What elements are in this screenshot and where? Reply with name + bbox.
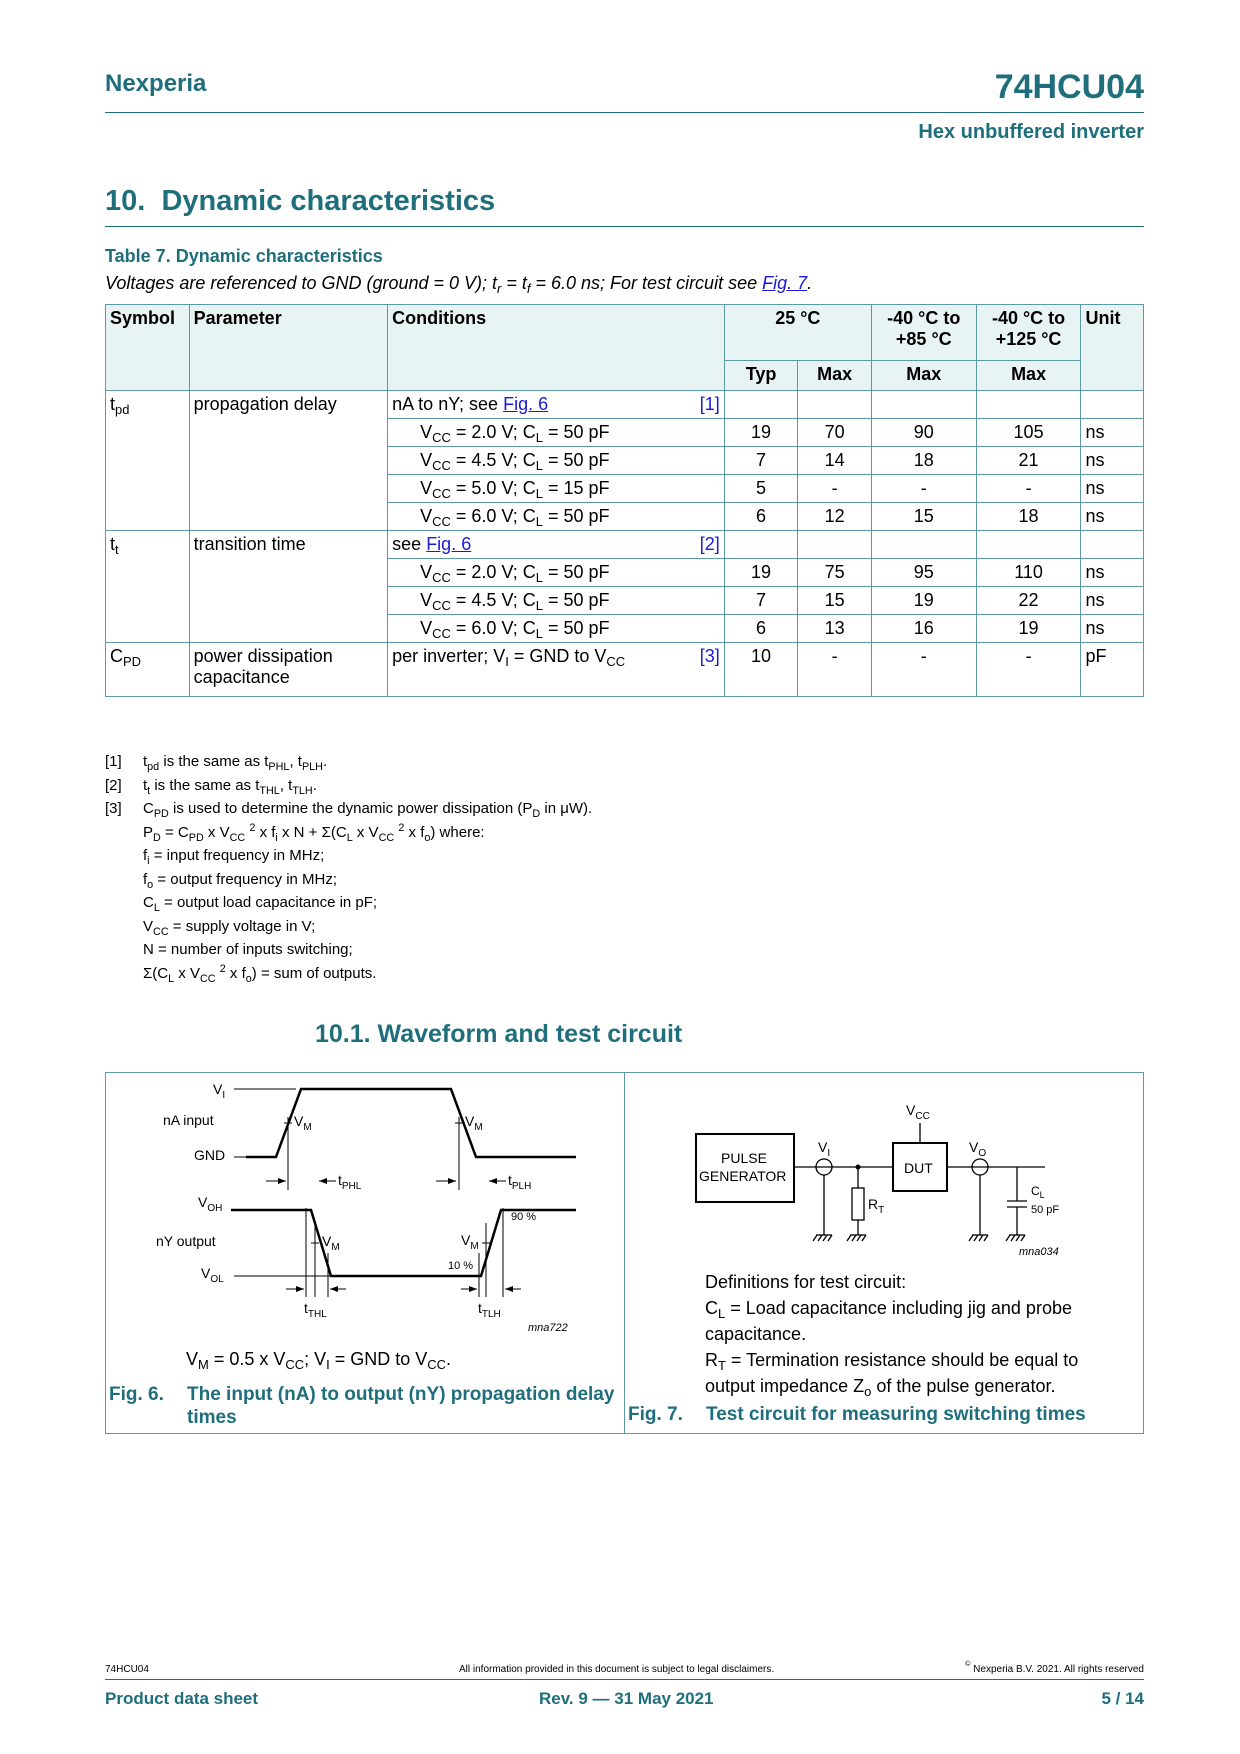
figure-code: mna722 <box>528 1322 568 1334</box>
note-phrase: in μW). <box>540 800 593 817</box>
cl-value: 50 <box>563 506 584 526</box>
condition-cell: $V_{CC} = 6.0$ V; $C_L = 50$ pF <box>388 615 725 643</box>
table-title: Table 7. Dynamic characteristics <box>105 246 383 266</box>
cpd-max25: - <box>798 643 872 697</box>
max85-cell: - <box>871 475 976 503</box>
vcc-value: 5.0 <box>471 478 497 498</box>
max125-cell: 18 <box>976 503 1081 531</box>
formula-def: = supply voltage in V; <box>172 917 316 935</box>
fig7-caption <box>628 1403 1086 1426</box>
label-vo: $V_O$ <box>969 1139 987 1159</box>
copyright-symbol: © <box>965 1659 971 1668</box>
col-conditions: Conditions <box>388 305 725 391</box>
vcc-value: 6.0 <box>471 618 497 638</box>
symbol-main: t <box>110 394 116 414</box>
cpd-max85: - <box>871 643 976 697</box>
parameter-cell: propagation delay <box>189 391 388 531</box>
def-part: C <box>705 1298 718 1318</box>
typ-cell: 6 <box>724 615 798 643</box>
vcc-value: 6.0 <box>471 506 497 526</box>
footer-doc-type: Product data sheet <box>105 1689 259 1708</box>
max125-cell: 110 <box>976 559 1081 587</box>
eq-part: ; V <box>304 1349 327 1369</box>
empty-cell <box>871 391 976 419</box>
condition-cell <box>388 531 725 559</box>
vcc-value: 2.0 <box>471 422 497 442</box>
label-90pct: 90 % <box>511 1211 537 1223</box>
cpd-symbol <box>106 643 190 697</box>
def-part: = Termination resistance should be equal to <box>725 1350 1079 1370</box>
cl-value: 50 <box>563 450 584 470</box>
part-number: 74HCU04 <box>994 68 1144 106</box>
cl-value: 50 <box>563 618 584 638</box>
def-part: = Load capacitance including jig and probe <box>725 1298 1072 1318</box>
label-tplh: $t_{PLH}$ <box>508 1172 532 1192</box>
caption-text: Test circuit for measuring switching times <box>706 1404 1086 1425</box>
subtitle-part: Voltages are referenced to GND (ground = 0 V); t <box>105 273 498 293</box>
symbol-sub: PD <box>123 654 141 669</box>
caption-text <box>187 1383 614 1429</box>
rt-resistor <box>852 1188 864 1220</box>
formula-line: $P_D = C_{PD}$ x $V_{CC}$ $^2$ x $f_i$ x $N + \Sigma(C_L$ x $V_{CC}$ $^2$ x $f_o$) where: <box>143 821 485 844</box>
condition-cell: $V_{CC} = 5.0$ V; $C_L = 15$ pF <box>388 475 725 503</box>
col-parameter: Parameter <box>189 305 388 391</box>
note-text: $C_{PD}$ is used to determine the dynamic power dissipation ($P_D$ in μW). <box>143 800 593 820</box>
cond-sub: CC <box>606 654 626 669</box>
formula-line: $f_o$ = output frequency in MHz; <box>143 870 338 891</box>
col-25c: 25 °C <box>724 305 871 361</box>
formula-line: $f_i$ = input frequency in MHz; <box>143 847 325 867</box>
typ-cell: 7 <box>724 587 798 615</box>
cond-text: see <box>392 534 427 554</box>
section-title <box>105 185 495 218</box>
label-pulse: PULSE <box>721 1150 767 1166</box>
symbol-sub: pd <box>115 402 130 417</box>
label-cl: $C_L$ <box>1031 1184 1045 1200</box>
cond-text: nA to nY; see <box>392 394 504 414</box>
unit-cell: ns <box>1081 503 1144 531</box>
symbol-main: t <box>110 534 116 554</box>
empty-cell <box>976 531 1081 559</box>
def-cl-cont: capacitance. <box>705 1324 807 1344</box>
note-ref[interactable]: [1] <box>699 394 720 414</box>
fig6-equation: $V_M = 0.5$ x $V_{CC}$; $V_I$ = GND to $V_{CC}$. <box>186 1349 451 1372</box>
subtitle-part: = 6.0 ns; For test circuit see <box>530 273 763 293</box>
fig6-link[interactable]: Fig. 6 <box>503 394 549 414</box>
max125-cell: - <box>976 475 1081 503</box>
max85-cell: 15 <box>871 503 976 531</box>
table-body <box>106 391 1144 643</box>
col-125c <box>976 305 1081 361</box>
max85-cell: 95 <box>871 559 976 587</box>
col-unit: Unit <box>1081 305 1144 391</box>
waveform-diagram <box>106 1073 626 1435</box>
formula-line: $C_L$ = output load capacitance in pF; <box>143 894 378 914</box>
col-max-25: Max <box>798 361 872 391</box>
subsection-title: 10.1. Waveform and test circuit <box>315 1020 683 1048</box>
caption-line: times <box>187 1407 237 1428</box>
caption-line: The input (nA) to output (nY) propagation delay <box>187 1384 615 1405</box>
col-symbol: Symbol <box>106 305 190 391</box>
col-max-85: Max <box>871 361 976 391</box>
note-number: [3] <box>105 800 122 817</box>
note-phrase: is the same as <box>163 753 261 770</box>
label-cl-value: 50 pF <box>1031 1204 1060 1216</box>
col-85c <box>871 305 976 361</box>
cpd-conditions <box>388 643 725 697</box>
header-85-line2: +85 °C <box>895 329 952 349</box>
unit-cell: ns <box>1081 447 1144 475</box>
label-10pct: 10 % <box>448 1260 474 1272</box>
note-ref[interactable]: [2] <box>699 534 720 554</box>
max25-cell: 75 <box>798 559 872 587</box>
label-vm-2: $V_M$ <box>465 1113 483 1133</box>
section-heading: Dynamic characteristics <box>161 185 496 217</box>
label-ttlh: $t_{TLH}$ <box>478 1300 501 1320</box>
cl-value: 50 <box>563 590 584 610</box>
section-divider <box>105 226 1144 227</box>
note-phrase: is the same as <box>154 776 252 794</box>
figure-7 <box>624 1072 1144 1434</box>
symbol-cell <box>106 531 190 643</box>
formula-def: = output frequency in MHz; <box>157 870 338 888</box>
col-max-125: Max <box>976 361 1081 391</box>
cond-sub: I <box>505 654 509 669</box>
copyright-text: Nexperia B.V. 2021. All rights reserved <box>973 1664 1144 1675</box>
fig7-link[interactable]: Fig. 7 <box>762 273 808 293</box>
footer-copyright <box>965 1659 1144 1675</box>
unit-cell: ns <box>1081 475 1144 503</box>
label-vm-4: $V_M$ <box>461 1232 479 1252</box>
unit-cell: ns <box>1081 615 1144 643</box>
param-line: power dissipation <box>193 646 333 666</box>
table-notes <box>105 750 592 985</box>
max25-cell: 70 <box>798 419 872 447</box>
subtitle-part: . <box>807 273 813 293</box>
label-vm-1: $V_M$ <box>294 1113 312 1133</box>
eq-part: . <box>445 1349 451 1369</box>
table-row <box>106 643 1144 697</box>
cl-value: 50 <box>563 422 584 442</box>
condition-cell <box>388 391 725 419</box>
max85-cell: 90 <box>871 419 976 447</box>
typ-cell: 19 <box>724 419 798 447</box>
typ-cell: 5 <box>724 475 798 503</box>
test-circuit-diagram <box>625 1073 1145 1273</box>
symbol-main: C <box>110 646 123 666</box>
condition-cell: $V_{CC} = 6.0$ V; $C_L = 50$ pF <box>388 503 725 531</box>
cl-value: 15 <box>563 478 584 498</box>
part-subtitle: Hex unbuffered inverter <box>918 121 1144 143</box>
max25-cell: 13 <box>798 615 872 643</box>
max125-cell: 19 <box>976 615 1081 643</box>
formula-def: = output load capacitance in pF; <box>164 894 378 911</box>
empty-cell <box>724 531 798 559</box>
label-vi: $V_I$ <box>818 1139 831 1159</box>
footer-doc: 74HCU04 <box>105 1664 149 1675</box>
symbol-cell <box>106 391 190 531</box>
figure-6 <box>105 1072 625 1434</box>
unit-cell: ns <box>1081 587 1144 615</box>
symbol-sub: t <box>115 542 119 557</box>
cpd-parameter <box>189 643 388 697</box>
circuit-definitions <box>705 1269 1125 1399</box>
def-part: output impedance Z <box>705 1376 865 1396</box>
unit-cell: ns <box>1081 559 1144 587</box>
typ-cell: 6 <box>724 503 798 531</box>
max125-cell: 105 <box>976 419 1081 447</box>
fig6-link[interactable]: Fig. 6 <box>426 534 472 554</box>
header-125-line1: -40 °C to <box>991 308 1066 328</box>
col-typ: Typ <box>724 361 798 391</box>
formula-line: $V_{CC}$ = supply voltage in V; <box>143 917 316 938</box>
max85-cell: 18 <box>871 447 976 475</box>
note-ref-3[interactable]: [3] <box>699 646 720 666</box>
cl-value: 50 <box>563 562 584 582</box>
label-gnd: GND <box>194 1147 226 1163</box>
max25-cell: 12 <box>798 503 872 531</box>
cond-part: = GND to V <box>508 646 607 666</box>
company-name: Nexperia <box>105 70 207 97</box>
label-na-input: nA input <box>163 1112 214 1128</box>
eq-part: V <box>186 1349 199 1369</box>
label-vol: $V_{OL}$ <box>201 1265 224 1285</box>
empty-cell <box>724 391 798 419</box>
label-voh: $V_{OH}$ <box>198 1194 223 1214</box>
typ-cell: 19 <box>724 559 798 587</box>
footer-page: 5 / 14 <box>1101 1689 1144 1708</box>
label-tthl: $t_{THL}$ <box>304 1300 327 1320</box>
table-subtitle: Voltages are referenced to GND (ground = 0 V); $t_r = t_f = 6.0$ ns; For test circuit see Fig. 7. <box>105 273 813 296</box>
empty-cell <box>1081 531 1144 559</box>
def-part: of the pulse generator. <box>871 1376 1056 1396</box>
max125-cell: 22 <box>976 587 1081 615</box>
cpd-typ: 10 <box>724 643 798 697</box>
note-phrase: is used to determine the dynamic power dissipation (P <box>173 800 533 817</box>
def-rt-cont: output impedance $Z_o$ of the pulse generator. <box>705 1376 1056 1399</box>
vcc-value: 2.0 <box>471 562 497 582</box>
label-vi: $V_I$ <box>213 1081 226 1101</box>
vcc-value: 4.5 <box>471 590 497 610</box>
formula-def: = input frequency in MHz; <box>153 847 325 864</box>
label-vm-3: $V_M$ <box>322 1233 340 1253</box>
condition-cell: $V_{CC} = 2.0$ V; $C_L = 50$ pF <box>388 419 725 447</box>
dynamic-characteristics-table <box>105 304 1144 697</box>
param-line: capacitance <box>193 667 290 687</box>
cpd-unit: pF <box>1081 643 1144 697</box>
label-generator: GENERATOR <box>699 1168 787 1184</box>
max85-cell: 19 <box>871 587 976 615</box>
header-125-line2: +125 °C <box>995 329 1062 349</box>
max125-cell: 21 <box>976 447 1081 475</box>
vcc-value: 4.5 <box>471 450 497 470</box>
caption-label: Fig. 6. <box>109 1384 164 1405</box>
footer-disclaimer: All information provided in this document is subject to legal disclaimers. <box>459 1664 775 1675</box>
table-row <box>106 531 1144 559</box>
empty-cell <box>976 391 1081 419</box>
max25-cell: - <box>798 475 872 503</box>
note-text: $t_t$ is the same as $t_{THL}$, $t_{TLH}$. <box>143 776 317 797</box>
subtitle-part: = t <box>501 273 527 293</box>
unit-cell: ns <box>1081 419 1144 447</box>
eq-part: = GND to V <box>329 1349 428 1369</box>
note-number: [1] <box>105 753 122 770</box>
condition-cell: $V_{CC} = 2.0$ V; $C_L = 50$ pF <box>388 559 725 587</box>
max85-cell: 16 <box>871 615 976 643</box>
label-ny-output: nY output <box>156 1233 216 1249</box>
max25-cell: 14 <box>798 447 872 475</box>
footer-revision: Rev. 9 — 31 May 2021 <box>539 1689 714 1708</box>
label-tphl: $t_{PHL}$ <box>338 1172 362 1192</box>
condition-cell: $V_{CC} = 4.5$ V; $C_L = 50$ pF <box>388 587 725 615</box>
empty-cell <box>1081 391 1144 419</box>
empty-cell <box>871 531 976 559</box>
def-cl: $C_L$ = Load capacitance including jig and probe <box>705 1298 1072 1321</box>
formula-def: N = number of inputs switching; <box>143 941 353 958</box>
eq-part: = 0.5 x V <box>208 1349 286 1369</box>
defs-title: Definitions for test circuit: <box>705 1272 907 1292</box>
label-vcc: $V_{CC}$ <box>906 1102 930 1122</box>
def-rt: $R_T$ = Termination resistance should be equal to <box>705 1350 1079 1373</box>
note-text: $t_{pd}$ is the same as $t_{PHL}$, $t_{PLH}$. <box>143 753 328 773</box>
label-dut: DUT <box>904 1160 933 1176</box>
fig6-caption <box>109 1383 614 1429</box>
def-part: R <box>705 1350 718 1370</box>
footer-divider <box>105 1679 1144 1680</box>
caption-label: Fig. 7. <box>628 1404 683 1425</box>
typ-cell: 7 <box>724 447 798 475</box>
condition-cell: $V_{CC} = 4.5$ V; $C_L = 50$ pF <box>388 447 725 475</box>
formula-def: = sum of outputs. <box>260 964 377 982</box>
max25-cell: 15 <box>798 587 872 615</box>
note-number: [2] <box>105 776 122 794</box>
parameter-cell: transition time <box>189 531 388 643</box>
table-row <box>106 391 1144 419</box>
formula-line: $\Sigma(C_L$ x $V_{CC}$ $^2$ x $f_o$) = sum of outputs. <box>143 962 377 985</box>
header-85-line1: -40 °C to <box>887 308 961 328</box>
header-divider <box>105 112 1144 113</box>
section-number: 10. <box>105 185 146 217</box>
formula-line <box>105 938 592 962</box>
figure-code: mna034 <box>1019 1246 1059 1258</box>
empty-cell <box>798 531 872 559</box>
cpd-max125: - <box>976 643 1081 697</box>
empty-cell <box>798 391 872 419</box>
cond-part: per inverter; V <box>392 646 506 666</box>
label-rt: $R_T$ <box>868 1196 885 1216</box>
